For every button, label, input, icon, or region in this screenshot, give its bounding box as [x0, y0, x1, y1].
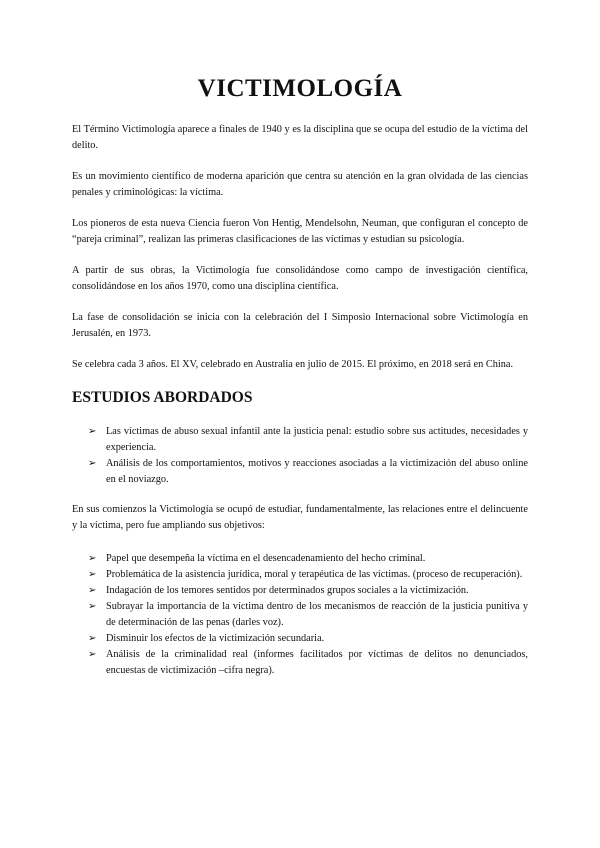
page-title: VICTIMOLOGÍA — [197, 75, 403, 102]
arrow-bullet-icon: ➢ — [88, 426, 97, 437]
objectives-list — [72, 551, 528, 679]
arrow-bullet-icon: ➢ — [88, 458, 97, 469]
paragraph-symposium: La fase de consolidación se inicia con la celebración del I Simposio Internacional sobre Victimología en Jerusalén, en 1973. — [72, 312, 528, 339]
list-item — [88, 456, 528, 488]
list-item — [88, 567, 528, 583]
paragraph-pioneers: Los pioneros de esta nueva Ciencia fueron Von Hentig, Mendelsohn, Neuman, que configuran el concepto de “pareja criminal”, realizan las primeras clasificaciones de las víctimas y estudian su psicología. — [72, 218, 528, 245]
list-item-text: Indagación de los temores sentidos por determinados grupos sociales a la victimización. — [106, 585, 469, 596]
arrow-bullet-icon: ➢ — [88, 553, 97, 564]
studies-list — [72, 424, 528, 488]
arrow-bullet-icon: ➢ — [88, 633, 97, 644]
arrow-bullet-icon: ➢ — [88, 585, 97, 596]
arrow-bullet-icon: ➢ — [88, 569, 97, 580]
list-item — [88, 551, 528, 567]
paragraph-consolidation: A partir de sus obras, la Victimología fue consolidándose como campo de investigación científica, consolidándose en los años 1970, como una disciplina científica. — [72, 265, 528, 292]
arrow-bullet-icon: ➢ — [88, 649, 97, 660]
list-item — [88, 583, 528, 599]
list-item-text: Problemática de la asistencia jurídica, moral y terapéutica de las víctimas. (proceso de recuperación). — [106, 569, 523, 580]
list-item — [88, 647, 528, 679]
list-item-text: Subrayar la importancia de la víctima dentro de los mecanismos de reacción de la justicia punitiva y de determinación de las penas (darles voz). — [106, 601, 528, 628]
list-item-text: Análisis de la criminalidad real (informes facilitados por víctimas de delitos no denunciados, encuestas de victimización –cifra negra). — [106, 649, 528, 676]
list-item-text: Papel que desempeña la víctima en el desencadenamiento del hecho criminal. — [106, 553, 426, 564]
list-item-text: Análisis de los comportamientos, motivos y reacciones asociadas a la victimización del abuso online en el noviazgo. — [106, 458, 528, 485]
paragraph-definition: El Término Victimología aparece a finales de 1940 y es la disciplina que se ocupa del estudio de la víctima del delito. — [72, 124, 528, 151]
section-heading-studies: ESTUDIOS ABORDADOS — [72, 389, 253, 406]
list-item-text: Disminuir los efectos de la victimización secundaria. — [106, 633, 325, 644]
paragraph-movement: Es un movimiento científico de moderna aparición que centra su atención en la gran olvidada de las ciencias penales y criminológicas: la víctima. — [72, 171, 528, 198]
paragraph-frequency: Se celebra cada 3 años. El XV, celebrado en Australia en julio de 2015. El próximo, en 2018 será en China. — [72, 359, 514, 370]
arrow-bullet-icon: ➢ — [88, 601, 97, 612]
list-item — [88, 424, 528, 456]
list-item — [88, 599, 528, 631]
list-item-text: Las víctimas de abuso sexual infantil ante la justicia penal: estudio sobre sus actitudes, necesidades y experiencia. — [106, 426, 528, 453]
paragraph-objectives-intro: En sus comienzos la Victimología se ocupó de estudiar, fundamentalmente, las relaciones entre el delincuente y la víctima, pero fue ampliando sus objetivos: — [72, 504, 528, 531]
list-item — [88, 631, 528, 647]
